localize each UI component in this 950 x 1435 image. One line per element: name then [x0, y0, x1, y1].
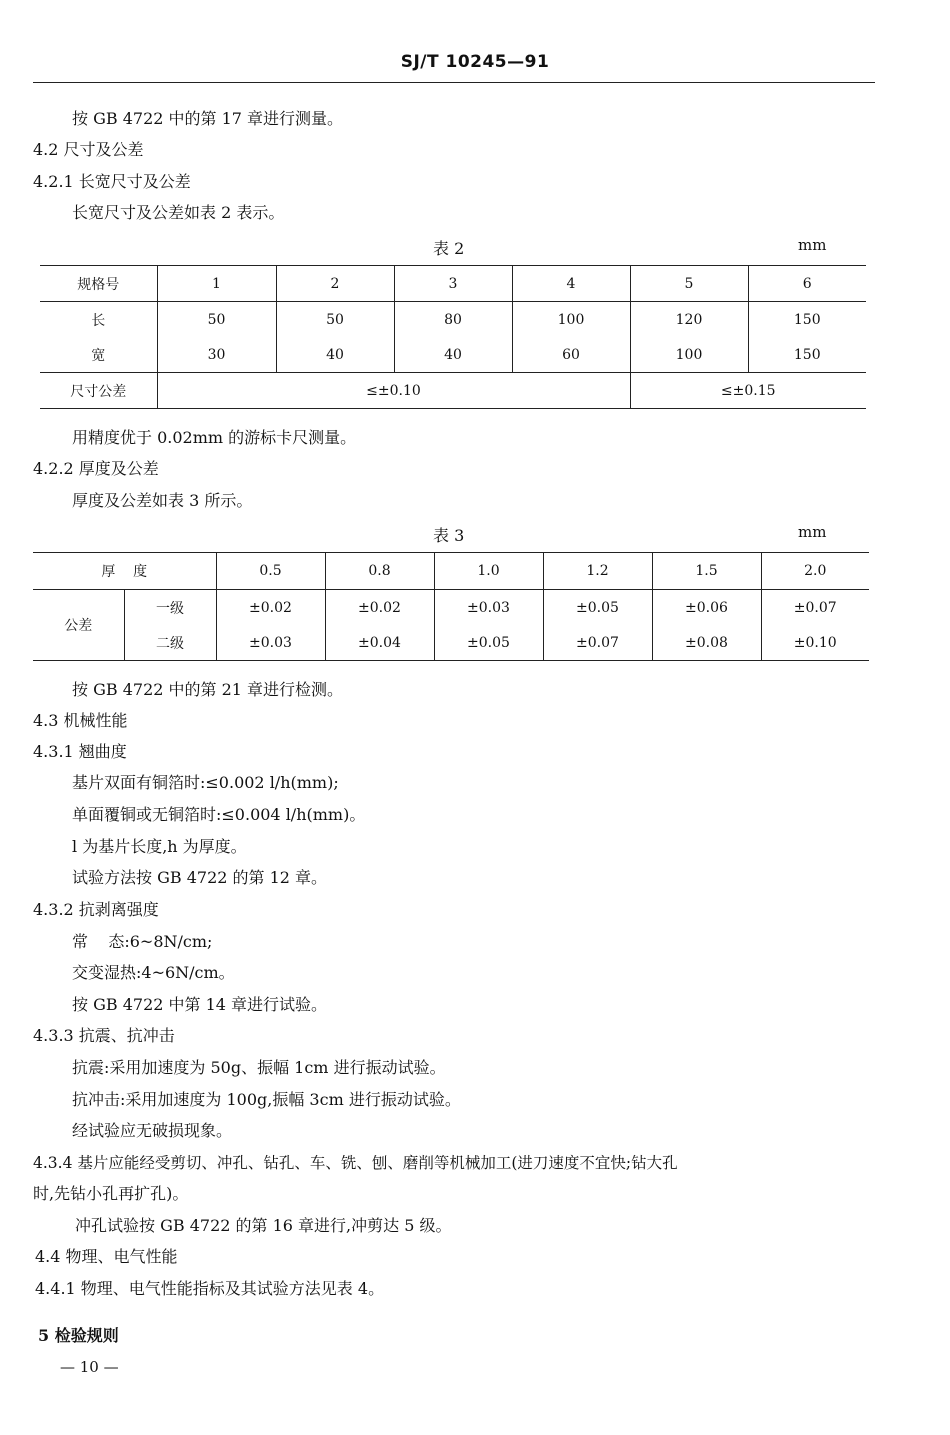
table3-cell: ±0.03: [434, 590, 543, 626]
table3-cell: ±0.06: [652, 590, 761, 626]
table3-cell: ±0.08: [652, 625, 761, 661]
table2-cell: 100: [512, 302, 630, 338]
table3-cell: ±0.05: [434, 625, 543, 661]
page-number: — 10 —: [60, 1358, 119, 1376]
text-line: 厚度及公差如表 3 所示。: [72, 491, 253, 510]
section-4-2-1: 4.2.1 长宽尺寸及公差: [33, 172, 191, 191]
table3-row-label: 二级: [156, 635, 184, 652]
table2-cell: 150: [748, 337, 866, 373]
text-line: 单面覆铜或无铜箔时:≤0.004 l/h(mm)。: [72, 805, 366, 824]
section-4-3-4: 4.3.4 基片应能经受剪切、冲孔、钻孔、车、铣、刨、磨削等机械加工(进刀速度不宜快;钻大孔: [33, 1154, 678, 1172]
table2-cell: 30: [157, 337, 276, 373]
table-row: [33, 590, 869, 626]
table3-col: 0.8: [325, 553, 434, 590]
table2-row-label: 宽: [91, 347, 106, 364]
table2-caption: 表 2: [433, 239, 465, 258]
section-4-4: 4.4 物理、电气性能: [35, 1247, 178, 1266]
table-row: [33, 625, 869, 661]
table2-col: 2: [276, 266, 394, 302]
section-4-3-2: 4.3.2 抗剥离强度: [33, 900, 159, 919]
table3-cell: ±0.07: [761, 590, 869, 626]
text-line: 按 GB 4722 中第 14 章进行试验。: [72, 995, 328, 1014]
section-4-3-3: 4.3.3 抗震、抗冲击: [33, 1026, 175, 1045]
text-line: 冲孔试验按 GB 4722 的第 16 章进行,冲剪达 5 级。: [75, 1216, 452, 1235]
table2-cell: 100: [630, 337, 748, 373]
section-4-2: 4.2 尺寸及公差: [33, 140, 144, 159]
section-4-2-2: 4.2.2 厚度及公差: [33, 459, 159, 478]
table2-tolerance-a: ≤±0.10: [157, 373, 630, 409]
table2-cell: 150: [748, 302, 866, 338]
table2-cell: 50: [276, 302, 394, 338]
table3-col: 0.5: [216, 553, 325, 590]
table3-cell: ±0.03: [216, 625, 325, 661]
section-4-4-1: 4.4.1 物理、电气性能指标及其试验方法见表 4。: [35, 1279, 385, 1298]
section-4-3-1: 4.3.1 翘曲度: [33, 742, 127, 761]
table2-col: 4: [512, 266, 630, 302]
document-code: SJ/T 10245—91: [400, 52, 550, 72]
table3-cell: ±0.05: [543, 590, 652, 626]
table-row: [40, 302, 866, 338]
table-row: [33, 553, 869, 590]
text-line: 试验方法按 GB 4722 的第 12 章。: [72, 868, 328, 887]
table2-row-label: 长: [91, 312, 106, 329]
text-line: 长宽尺寸及公差如表 2 表示。: [72, 203, 285, 222]
table-2: [40, 265, 866, 409]
table3-unit: mm: [798, 523, 827, 541]
table3-cell: ±0.07: [543, 625, 652, 661]
table2-cell: 50: [157, 302, 276, 338]
table2-cell: 40: [394, 337, 512, 373]
text-line: 用精度优于 0.02mm 的游标卡尺测量。: [72, 428, 357, 447]
text-line: 交变湿热:4~6N/cm。: [72, 963, 235, 982]
table3-row-label: 一级: [156, 600, 184, 617]
table2-tolerance-label: 尺寸公差: [40, 373, 157, 409]
table3-col: 2.0: [761, 553, 869, 590]
table3-cell: ±0.10: [761, 625, 869, 661]
table2-unit: mm: [798, 236, 827, 254]
table2-col: 1: [157, 266, 276, 302]
header-rule: [33, 82, 875, 83]
table3-cell: ±0.02: [325, 590, 434, 626]
table2-col: 3: [394, 266, 512, 302]
table3-col: 1.2: [543, 553, 652, 590]
table2-cell: 80: [394, 302, 512, 338]
table3-col: 1.5: [652, 553, 761, 590]
section-4-3: 4.3 机械性能: [33, 711, 128, 730]
text-line: l 为基片长度,h 为厚度。: [72, 837, 247, 856]
text-line: 抗震:采用加速度为 50g、振幅 1cm 进行振动试验。: [72, 1058, 446, 1077]
text-line: 按 GB 4722 中的第 17 章进行测量。: [72, 109, 344, 128]
table-3: [33, 552, 869, 661]
table2-col: 5: [630, 266, 748, 302]
table2-cell: 60: [512, 337, 630, 373]
table3-cell: ±0.02: [216, 590, 325, 626]
table-row: [40, 337, 866, 373]
text-line: 常 态:6~8N/cm;: [72, 932, 213, 951]
table2-cell: 120: [630, 302, 748, 338]
table3-cell: ±0.04: [325, 625, 434, 661]
table3-caption: 表 3: [433, 526, 465, 545]
table-row: [40, 373, 866, 409]
table-row: [40, 266, 866, 302]
text-line: 时,先钻小孔再扩孔)。: [33, 1184, 189, 1203]
table2-tolerance-b: ≤±0.15: [630, 373, 866, 409]
section-5: 5 检验规则: [38, 1326, 119, 1345]
table2-cell: 40: [276, 337, 394, 373]
table3-col: 1.0: [434, 553, 543, 590]
table3-group-label: 公差: [33, 590, 124, 661]
table3-header-label: 厚 度: [33, 553, 216, 590]
text-line: 按 GB 4722 中的第 21 章进行检测。: [72, 680, 344, 699]
table2-col: 6: [748, 266, 866, 302]
table2-header-label: 规格号: [40, 266, 157, 302]
text-line: 基片双面有铜箔时:≤0.002 l/h(mm);: [72, 773, 339, 792]
text-line: 抗冲击:采用加速度为 100g,振幅 3cm 进行振动试验。: [72, 1090, 461, 1109]
text-line: 经试验应无破损现象。: [72, 1121, 233, 1140]
